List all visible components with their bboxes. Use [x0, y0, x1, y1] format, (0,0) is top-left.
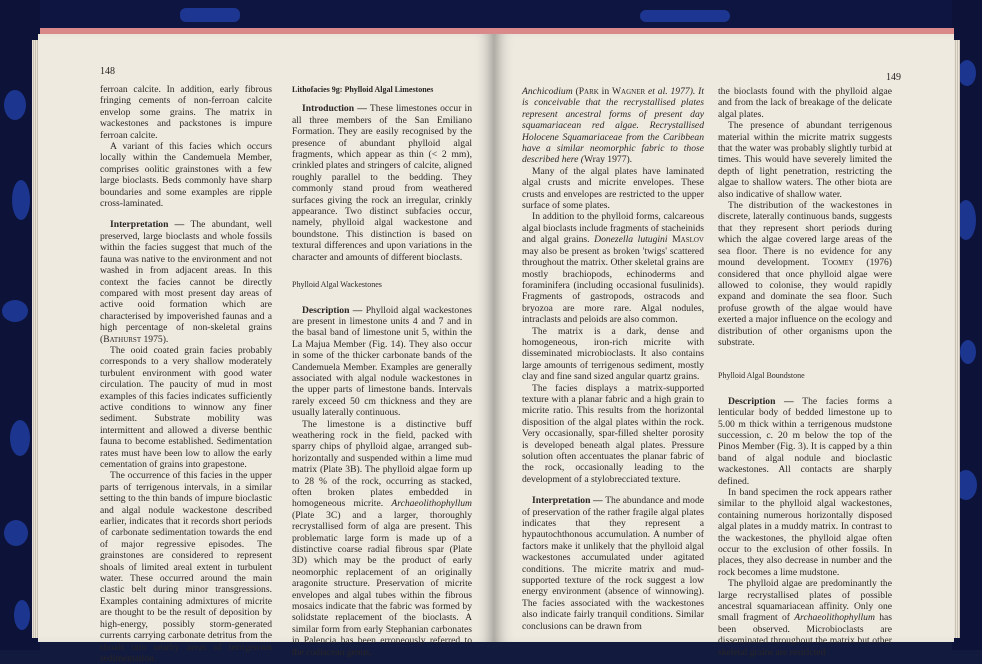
paragraph-text: The distribution of the wackestones in discrete, laterally continuous bands, suggests that they represent short periods during which the algae covered large areas of the sea floor. There is no evidence for any mound development. — [718, 200, 892, 269]
section-label: Interpretation — — [110, 219, 191, 231]
citation: Bathurst — [103, 333, 142, 345]
section-label: Introduction — — [302, 103, 370, 115]
paragraph-text: The abundance and mode of preservation of the rather fragile algal plates indicates that they represent a hypautochthonous accumulation. A number of factors make it unlikely that the phylloid algal wackestones accumulated under agitated conditions. The micrite matrix and mud-supported texture of the rock suggest a low energy environment (absence of winnowing). The facies associated with the wackestones also indicate fairly tranquil conditions. Similar conclusions can be drawn from — [522, 495, 704, 632]
paragraph: ferroan calcite. In addition, early fibrous fringing cements of non-ferroan calcite envelop some grains. The matrix in wackestones and packstones is impure ferroan calcite. — [100, 84, 272, 141]
paragraph-text: The facies forms a lenticular body of bedded limestone up to 5.00 m thick within a terrigenous mudstone succession, c. 20 m below the top of the Pinos Member (Fig. 3). It is capped by a thin band of algal nodule and bioclastic wackestones. All contacts are sharply defined. — [718, 395, 892, 487]
right-page-column-2 — [718, 86, 892, 658]
section-heading: Lithofacies 9g: Phylloid Algal Limestones — [292, 85, 434, 94]
paragraph-text: Phylloid algal wackestones are present in limestone units 4 and 7 and in the basal band of limestone unit 5, within the La Majua Member (Fig. 14). They also occur in some of the thicker carbonate bands of the Candemuela Member. Examples are generally associated with algal nodule wackestones in the upper parts of limestone bands. Intervals rarely exceed 50 cm thickness and they are usually laterally continuous. — [292, 304, 472, 419]
paragraph-text: (1976) considered that once phylloid algae were allowed to colonise, they would rapidly expand and dominate the sea floor. Such profuse growth of the algae would have exerted a major influence on the ecology and distribution of other organisms upon the substrate. — [718, 257, 892, 348]
marble-top-1 — [180, 8, 240, 22]
paragraph — [718, 200, 892, 348]
section-label: Description — — [728, 395, 803, 407]
description-paragraph — [292, 305, 472, 419]
paragraph-text: The phylloid algae are predominantly the large recrystallised plates of possible ancestral squamariacean affinity. Only one small fragment of — [718, 578, 892, 624]
citation: Park — [578, 86, 599, 97]
paragraph-text: et al. 1977). It is conceivable that the recrystallised plates represent ancestral forms of present day squamariacean red algae. Recrystallised Holocene Squamariaceae from the Caribbean have a similar neomorphic fabric to those described here ( — [522, 86, 704, 166]
paragraph: The occurrence of this facies in the upper parts of terrigenous intervals, in a similar setting to the thin bands of impure bioclastic and algal nodule wackestone described earlier, indicates that it records short periods of carbonate sedimentation towards the end of major regressive episodes. The grainstones are considered to represent shoals of limited areal extent in turbulent water. These occurred around the main clastic belt during minor transgressions. Examples containing admixtures of micrite are thought to be the result of deposition by high-energy, possibly storm-generated currents carrying carbonate detritus from the shoals into nearby areas of terrigenous sedimentation. — [100, 470, 272, 664]
paragraph: A variant of this facies which occurs locally within the Candemuela Member, comprises oolitic grainstones with a few large bioclasts. Beds commonly have sharp boundaries and some examples are ripple cross-laminated. — [100, 141, 272, 210]
paragraph: The ooid coated grain facies probably corresponds to a very shallow moderately turbulent environment with good water circulation. The paucity of mud in most examples of this facies indicates sufficiently active conditions to winnow any finer sediment. Substrate mobility was intermittent and allowed a diverse benthic fauna to become established. Sedimentation rates must have been low to allow the early cementation of grains into grapestone. — [100, 344, 272, 470]
paragraph — [718, 578, 892, 658]
section-label: Description — — [302, 304, 366, 316]
paragraph-text: In addition to the phylloid forms, calcareous algal bioclasts include fragments of stacheinids and algal grains. — [522, 211, 704, 246]
citation: 1977). — [604, 154, 633, 166]
taxon-name: Anchicodium — [522, 86, 573, 97]
page-number: 149 — [886, 72, 901, 83]
paragraph — [292, 419, 472, 659]
paragraph: Many of the algal plates have laminated algal crusts and micrite envelopes. These crusts and envelopes are restricted to the upper surface of some plates. — [522, 165, 704, 212]
section-label: Interpretation — — [532, 495, 606, 507]
right-page-column-1 — [522, 86, 704, 632]
introduction-paragraph — [292, 103, 472, 263]
interpretation-paragraph — [522, 495, 704, 632]
marble-top-2 — [640, 10, 730, 22]
paragraph: the bioclasts found with the phylloid algae and from the lack of breakage of the delicate algal plates. — [718, 86, 892, 120]
subsection-heading: Phylloid Algal Wackestones — [292, 280, 382, 290]
paragraph-text: may also be present as broken 'twigs' scattered throughout the matrix. Other skeletal grains are mostly brachiopods, echinoderms and foraminifera (including occasional fusulinids). Fragments of gastropods, ostracods and bryozoa are more rare. Algal nodules, intraclasts and peloids are also common. — [522, 245, 704, 326]
description-paragraph — [718, 396, 892, 487]
citation: Toomey — [822, 257, 854, 269]
paragraph — [522, 86, 704, 166]
taxon-name: Donezella lutugini — [594, 234, 668, 246]
paragraph-text: 1975). — [141, 333, 169, 345]
paragraph-text: ( — [572, 86, 579, 97]
paragraph: The matrix is a dark, dense and homogeneous, iron-rich micrite with disseminated microbioclasts. It also contains large amounts of terrigenous sediment, mostly clay and fine sand sized angular quartz grains. — [522, 325, 704, 383]
paragraph-text: The limestone is a distinctive buff weathering rock in the field, packed with sparry chips of phylloid algae, arranged sub-horizontally and suspended within a lime mud matrix (Plate 3B). The phylloid algae form up to 28 % of the rock, occurring as stacked, often broken plates embedded in homogeneous micrite. — [292, 418, 472, 510]
citation: Maslov — [672, 234, 704, 246]
page-number: 148 — [100, 66, 115, 77]
left-page-column-2 — [292, 84, 472, 658]
left-page-column-1 — [100, 84, 272, 664]
taxon-name: Archaeolithophyllum — [391, 498, 472, 510]
subsection-heading: Phylloid Algal Boundstone — [718, 371, 805, 381]
left-page — [38, 34, 494, 664]
taxon-name: Archaeolithophyllum — [794, 612, 875, 624]
citation: Wagner — [611, 86, 646, 97]
paragraph: In band specimen the rock appears rather similar to the phylloid algal wackestones, containing numerous horizontally disposed algal plates in a muddy matrix. In contrast to the wackestones, the phylloid algae often occur to the exclusion of other fossils. In places, they also decrease in number and the rock becomes a lime mudstone. — [718, 487, 892, 578]
paragraph-text: These limestones occur in all three members of the San Emiliano Formation. They are easily recognised by the presence of abundant phylloid algal fragments, which appear as thin (< 2 mm), crinkled plates and stringers of calcite, aligned roughly parallel to the bedding. They commonly stand proud from weathered surfaces giving the rock an irregular, crinkly appearance. Two distinct subfacies occur, namely, phylloid algal wackestone and boundstone. This distinction is based on textural differences and upon variations in the character and amounts of different bioclasts. — [292, 103, 473, 263]
paragraph-text: (Plate 3C) and a larger, thoroughly recrystallised form of alga are present. This problematic large form is made up of a distinctive coarse radial fibrous spar (Plate 3D) which may be the product of early neomorphic replacement of an originally aragonite structure. Preservation of micrite envelopes and algal tubes within the fibrous mosaics indicate that the fabric was formed by solidstate replacement of the bioclasts. A similar form from early Stephanian carbonates in Palencia has been erroneously referred to the codiacean genus, — [292, 509, 472, 658]
interpretation-paragraph — [100, 219, 272, 344]
paragraph: The facies displays a matrix-supported texture with a planar fabric and a high grain to micrite ratio. This results from the horizontal disposition of the algal plates within the rock. Very occasionally, spar-filled shelter porosity is developed beneath algal plates. Pressure solution often accentuates the planar fabric of the rock, occasionally leading to the development of a stylobrecciated texture. — [522, 382, 704, 485]
paragraph-text: Wray — [583, 154, 605, 166]
right-page — [494, 34, 954, 658]
paragraph-text: The abundant, well preserved, large bioclasts and whole fossils within the facies suggest that much of the fauna was native to the environment and not washed in from adjacent areas. In this context the facies cannot be directly compared with most present day areas of active ooid formation which are characterised by impoverished faunas and a high percentage of non-skeletal grains ( — [100, 219, 272, 345]
paragraph-text: in — [598, 86, 612, 97]
paragraph: The presence of abundant terrigenous material within the micrite matrix suggests that the water was probably slightly turbid at times. This would have severely limited the depth of light penetration, restricting the algae to shallow waters. The other biota are also indicative of shallow water. — [718, 120, 892, 200]
paragraph — [522, 211, 704, 325]
paragraph-text: has been observed. Microbioclasts are disseminated throughout the matrix but other skeletal grains are restricted — [718, 612, 892, 658]
